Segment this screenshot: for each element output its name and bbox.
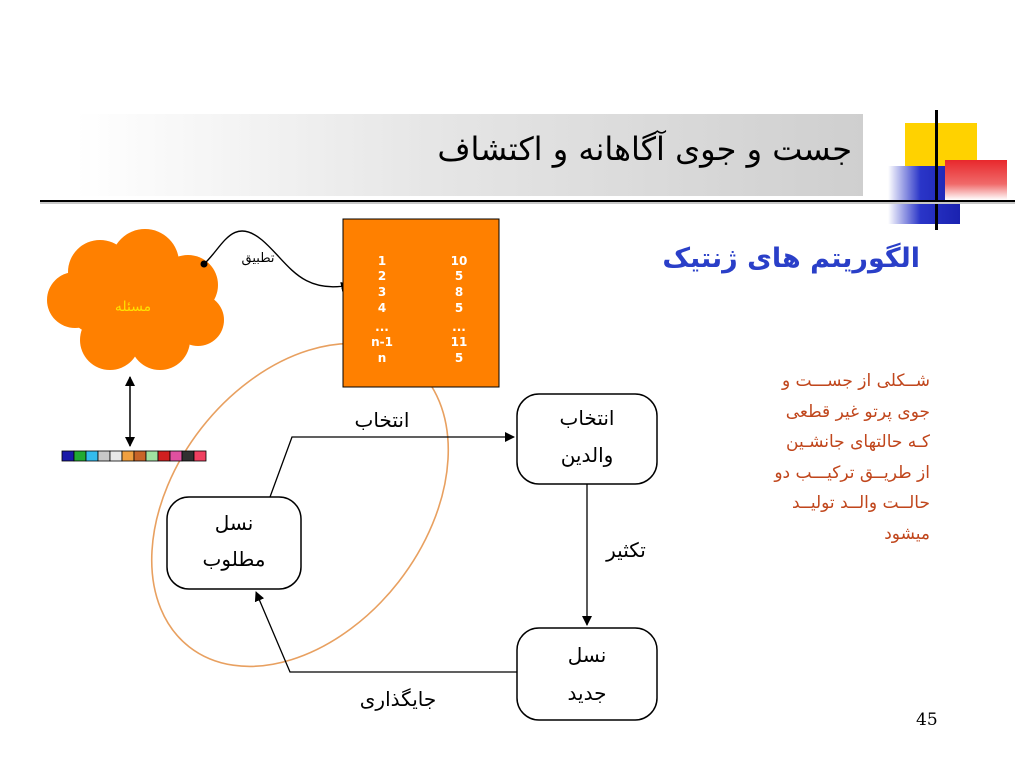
chromosome-gene: [170, 451, 182, 461]
population-index: 2: [377, 269, 387, 283]
subtitle: الگوریتم های ژنتیک: [662, 243, 920, 274]
chromosome-gene: [182, 451, 194, 461]
description-line: شــکلی از جســـت و: [781, 371, 930, 391]
population-fitness: ...: [452, 320, 466, 334]
chromosome-gene: [98, 451, 110, 461]
desired-generation-label-1: نسل: [214, 511, 254, 535]
population-fitness: 5: [454, 269, 464, 283]
chromosome-bar: [62, 451, 206, 461]
population-index: 3: [377, 285, 387, 299]
desired-generation-label-2: مطلوب: [202, 547, 266, 571]
description-line: حالــت والــد تولیــد: [791, 493, 930, 513]
description-line: جوی پرتو غیر قطعی: [785, 401, 930, 422]
population-index: n-1: [371, 335, 393, 349]
chromosome-gene: [194, 451, 206, 461]
population-index: ...: [375, 320, 389, 334]
chromosome-gene: [62, 451, 74, 461]
population-fitness: 8: [454, 285, 464, 299]
population-fitness: 5: [454, 351, 464, 365]
chromosome-gene: [74, 451, 86, 461]
population-fitness: 5: [454, 301, 464, 315]
replacement-label: جایگذاری: [359, 687, 437, 711]
chromosome-gene: [134, 451, 146, 461]
new-generation-node: [517, 628, 657, 720]
apply-label: تطبیق: [241, 251, 275, 266]
new-generation-label-2: جدید: [567, 681, 607, 705]
new-generation-label-1: نسل: [567, 643, 607, 667]
selection-arrow: [270, 437, 514, 497]
population-fitness: 11: [450, 335, 468, 349]
population-table: [343, 219, 499, 387]
parent-selection-label-1: انتخاب: [559, 406, 615, 430]
chromosome-gene: [86, 451, 98, 461]
slide-title: جست و جوی آگاهانه و اکتشاف: [437, 130, 852, 168]
chromosome-gene: [122, 451, 134, 461]
apply-arrow: [204, 231, 350, 287]
description-line: میشود: [884, 523, 930, 544]
population-index: 4: [377, 301, 387, 315]
chromosome-gene: [110, 451, 122, 461]
parent-selection-label-2: والدین: [560, 443, 614, 467]
description-line: از طریــق ترکیـــب دو: [774, 462, 930, 483]
problem-label: مسئله: [114, 299, 152, 315]
population-index: 1: [377, 254, 387, 268]
reproduction-label: تکثیر: [606, 538, 646, 562]
description-line: کـه حالتهای جانشـین: [786, 432, 930, 452]
population-index: n: [377, 351, 387, 365]
replacement-arrow: [256, 592, 517, 672]
chromosome-gene: [158, 451, 170, 461]
page-number: 45: [916, 710, 938, 730]
selection-label: انتخاب: [354, 408, 410, 432]
population-fitness: 10: [450, 254, 468, 268]
chromosome-gene: [146, 451, 158, 461]
